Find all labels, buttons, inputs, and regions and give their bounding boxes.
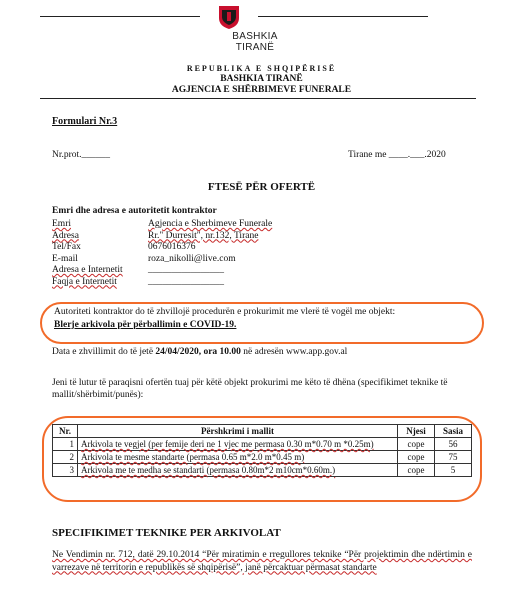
- field-value: 0676016376: [148, 242, 196, 252]
- col-header-nr: Nr.: [53, 425, 78, 438]
- authority-heading: Emri dhe adresa e autoritetit kontraktor: [52, 206, 217, 216]
- date-prefix: Data e zhvillimit do të jetë: [52, 347, 156, 357]
- field-value: roza_nikolli@live.com: [148, 253, 236, 264]
- specs-paragraph: Ne Vendimin nr. 712, datë 29.10.2014 “Për miratimin e rregullores teknike “Për projektimin dhe ndërtimin e varrezave në territorin e republikës së shqipërisë”, janë përcaktuar përmasat standarte: [52, 550, 472, 573]
- brand-line2: TIRANË: [235, 42, 275, 53]
- cell-nr: 1: [53, 438, 78, 451]
- field-row: [52, 254, 272, 266]
- procedure-text: Autoriteti kontraktor do të zhvillojë procedurën e prokurimit me vlerë të vogël me objekt:: [54, 307, 396, 317]
- cell-unit: cope: [398, 438, 435, 451]
- table-row: [53, 438, 472, 451]
- cell-unit: cope: [398, 451, 435, 464]
- col-header-desc: Përshkrimi i mallit: [78, 425, 398, 438]
- cell-qty: 56: [435, 438, 472, 451]
- header-rule-bottom: [40, 98, 476, 99]
- header-rule-right: [258, 16, 428, 17]
- field-label: Emri: [52, 219, 71, 229]
- items-table: [52, 424, 472, 477]
- authority-fields: [52, 219, 272, 288]
- brand-name: [200, 31, 310, 53]
- republic-line: REPUBLIKA E SHQIPËRISË: [186, 64, 337, 73]
- field-label: Tel/Fax: [52, 242, 81, 252]
- place-date: Tirane me ____.___.2020: [348, 150, 446, 160]
- field-label: E-mail: [52, 253, 78, 264]
- cell-qty: 75: [435, 451, 472, 464]
- field-value: Agjencia e Sherbimeve Funerale: [148, 219, 273, 229]
- header-rule-left: [40, 16, 200, 17]
- table-row: [53, 464, 472, 477]
- municipality-crest-icon: [218, 4, 240, 30]
- cell-desc: Arkivola te mesme standarte (permasa 0.65 m*2.0 m*0.45 m): [78, 451, 398, 464]
- field-row: [52, 277, 272, 289]
- col-header-unit: Njesi: [398, 425, 435, 438]
- table-row: [53, 451, 472, 464]
- field-label: Adresa e Internetit: [52, 265, 123, 275]
- table-header-row: [53, 425, 472, 438]
- specs-heading: SPECIFIKIMET TEKNIKE PER ARKIVOLAT: [52, 527, 281, 539]
- field-label: Faqja e Internetit: [52, 276, 117, 287]
- municipality-line: BASHKIA TIRANË: [220, 74, 303, 84]
- col-header-qty: Sasia: [435, 425, 472, 438]
- invitation-heading: FTESË PËR OFERTË: [207, 181, 316, 193]
- field-value: Rr." Durresit", nr.132, Tirane: [148, 230, 259, 241]
- procedure-object: Blerje arkivola për përballimin e COVID-19.: [54, 320, 237, 330]
- field-row: [52, 242, 272, 254]
- prot-number: Nr.prot.______: [52, 150, 111, 160]
- field-row: [52, 231, 272, 243]
- brand-line1: BASHKIA: [232, 31, 278, 42]
- field-value: ________________: [148, 265, 224, 275]
- cell-desc: Arkivola me te medha se standarti (permasa 0.80m*2 m10cm*0.60m.): [78, 464, 398, 477]
- field-row: [52, 265, 272, 277]
- date-value: 24/04/2020, ora 10.00: [155, 347, 241, 357]
- field-row: [52, 219, 272, 231]
- agency-line: AGJENCIA E SHËRBIMEVE FUNERALE: [171, 85, 352, 95]
- field-value: ________________: [148, 276, 224, 287]
- cell-qty: 5: [435, 464, 472, 477]
- cell-desc: Arkivola te vegjel (per femije deri ne 1 vjec me permasa 0.30 m*0.70 m *0.25m): [78, 438, 398, 451]
- date-suffix: në adresën www.app.gov.al: [240, 347, 348, 357]
- cell-unit: cope: [398, 464, 435, 477]
- procedure-date: [52, 347, 347, 357]
- invite-text: Jeni të lutur të paraqisni ofertën tuaj për këtë objekt prokurimi me këto të dhëna (specifikimet teknike të mallit/shërbimit/punës):: [52, 378, 448, 400]
- cell-nr: 3: [53, 464, 78, 477]
- cell-nr: 2: [53, 451, 78, 464]
- field-label: Adresa: [52, 230, 79, 241]
- form-title: Formulari Nr.3: [52, 116, 118, 127]
